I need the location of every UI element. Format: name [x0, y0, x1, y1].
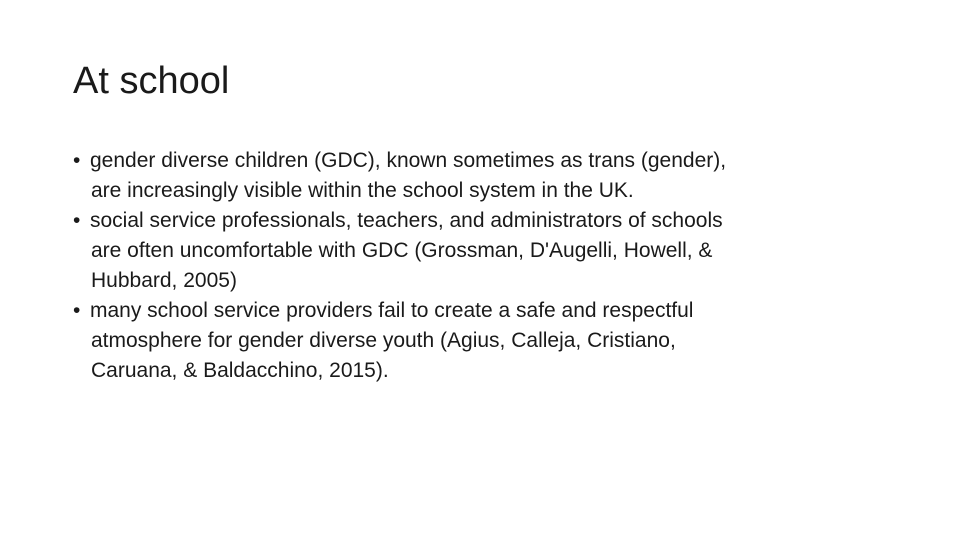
bullet-text-line: are increasingly visible within the school system in the UK. [91, 179, 634, 202]
slide-title: At school [73, 60, 230, 102]
bullet-icon: • [73, 149, 81, 172]
bullet-text-line: gender diverse children (GDC), known sometimes as trans (gender), [90, 149, 727, 172]
bullet-icon: • [73, 299, 81, 322]
bullet-text-line: social service professionals, teachers, and administrators of schools [90, 209, 723, 232]
bullet-text-line: many school service providers fail to create a safe and respectful [90, 299, 694, 322]
bullet-text-line: Caruana, & Baldacchino, 2015). [91, 359, 389, 382]
bullet-item [73, 206, 873, 296]
bullet-text-line: are often uncomfortable with GDC (Grossman, D'Augelli, Howell, & [91, 239, 713, 262]
bullet-item [73, 146, 873, 206]
bullet-icon: • [73, 209, 81, 232]
bullet-text-line: atmosphere for gender diverse youth (Agius, Calleja, Cristiano, [91, 329, 676, 352]
bullet-text-line: Hubbard, 2005) [91, 269, 237, 292]
bullet-item [73, 296, 873, 386]
bullet-list [73, 146, 873, 386]
